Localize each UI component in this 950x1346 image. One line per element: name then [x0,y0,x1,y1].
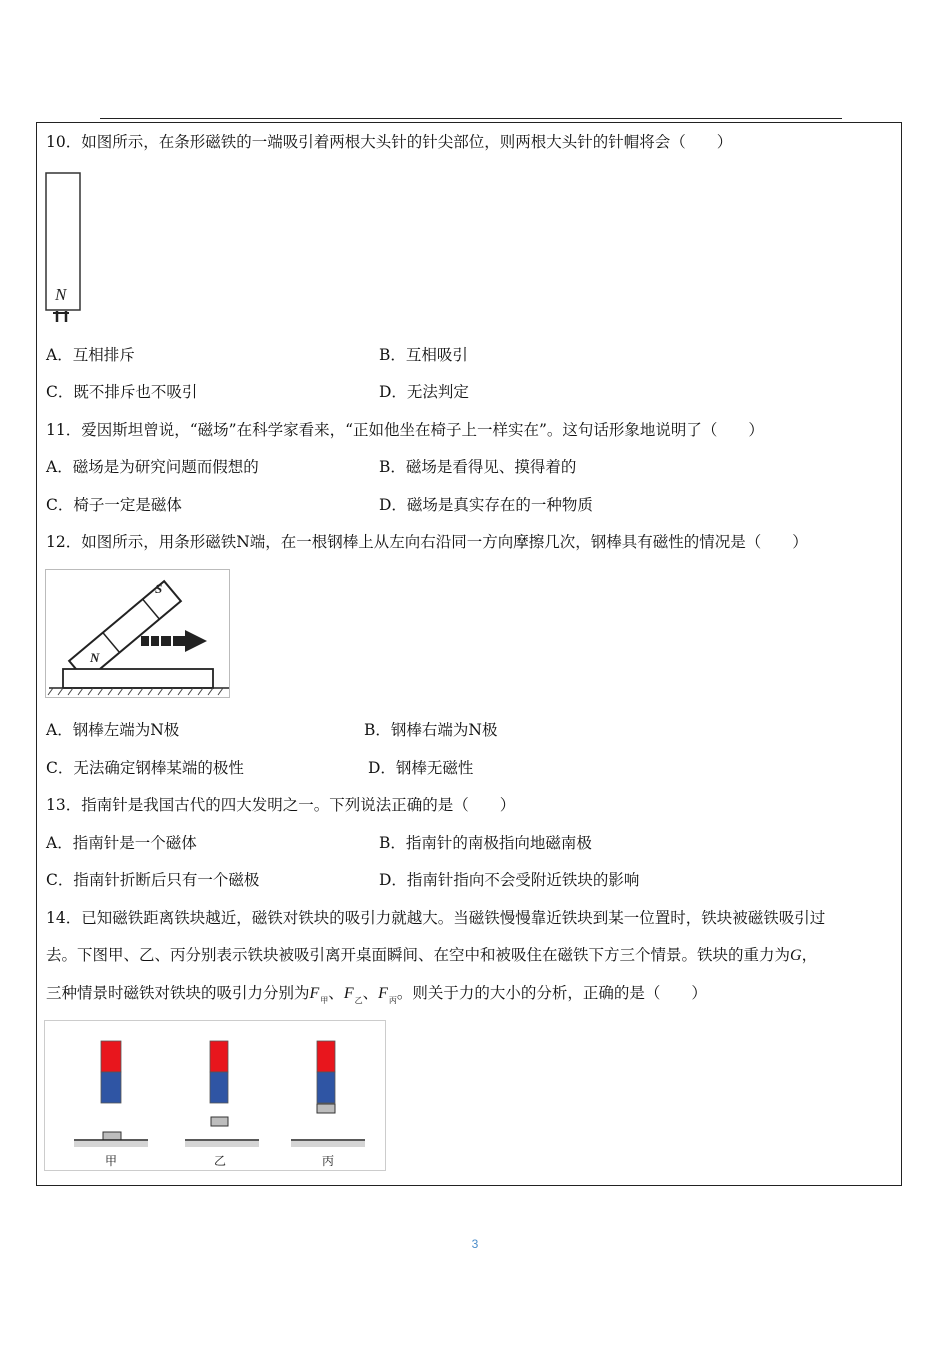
q12-stem: 12．如图所示，用条形磁铁N端，在一根钢棒上从左向右沿同一方向摩擦几次，钢棒具有磁性的情况是（ ） [46,533,808,551]
q11-option-c[interactable]: C．椅子一定是磁体 [46,496,182,514]
magnet-south-bing [317,1072,335,1103]
label-bing: 丙 [321,1154,335,1168]
q10-option-b[interactable]: B．互相吸引 [379,346,468,364]
q10-stem: 10．如图所示，在条形磁铁的一端吸引着两根大头针的针尖部位，则两根大头针的针帽将会（ ） [46,133,733,151]
q13-option-c[interactable]: C．指南针折断后只有一个磁极 [46,871,260,889]
q10-option-d[interactable]: D．无法判定 [379,383,469,401]
q12-option-a[interactable]: A．钢棒左端为N极 [46,721,180,739]
label-jia: 甲 [104,1154,118,1168]
q10-magnet-figure [44,172,84,324]
q13-option-d[interactable]: D．指南针指向不会受附近铁块的影响 [379,871,640,889]
magnet-north-jia [101,1041,121,1072]
q14-stem-line1: 14．已知磁铁距离铁块越近，磁铁对铁块的吸引力就越大。当磁铁慢慢靠近铁块到某一位置时，铁块被磁铁吸引过 [46,909,826,927]
q11-option-a[interactable]: A．磁场是为研究问题而假想的 [46,458,259,476]
q10-n-label: N [55,285,67,304]
q14-scenes-figure [44,1020,388,1172]
q14-stem-line2: 去。下图甲、乙、丙分别表示铁块被吸引离开桌面瞬间、在空中和被吸住在磁铁下方三个情景。铁块的重力为G， [46,946,818,964]
q10-option-a[interactable]: A．互相排斥 [46,346,135,364]
magnet-south-yi [210,1072,228,1103]
magnet-north-bing [317,1041,335,1072]
q12-option-c[interactable]: C．无法确定钢棒某端的极性 [46,759,244,777]
q11-option-b[interactable]: B．磁场是看得见、摸得着的 [379,458,577,476]
force-bing: F [378,985,388,1002]
q13-option-a[interactable]: A．指南针是一个磁体 [46,834,197,852]
q12-steel-rod [63,669,213,688]
gravity-symbol: G [790,947,802,964]
q10-option-c[interactable]: C．既不排斥也不吸引 [46,383,198,401]
q12-rubbing-figure [45,569,231,699]
q11-option-d[interactable]: D．磁场是真实存在的一种物质 [379,496,593,514]
magnet-north-yi [210,1041,228,1072]
force-yi: F [343,985,354,1002]
iron-block-jia [103,1132,121,1140]
q13-option-b[interactable]: B．指南针的南极指向地磁南极 [379,834,592,852]
q11-stem: 11．爱因斯坦曾说，“磁场”在科学家看来，“正如他坐在椅子上一样实在”。这句话形象地说明了（ ） [46,421,764,439]
magnet-south-jia [101,1072,121,1103]
label-yi: 乙 [213,1154,227,1168]
q13-stem: 13．指南针是我国古代的四大发明之一。下列说法正确的是（ ） [46,796,516,814]
page-number: 3 [471,1237,479,1251]
q12-option-d[interactable]: D．钢棒无磁性 [368,759,474,777]
q14-stem-line3: 三种情景时磁铁对铁块的吸引力分别为$F_甲$、$F_乙$、$F_丙$。则关于力的大小的分析，正确的是（ ） [46,984,707,1005]
force-jia: F [309,985,320,1002]
iron-block-bing [317,1104,335,1113]
header-rule [100,118,842,119]
q12-option-b[interactable]: B．钢棒右端为N极 [364,721,498,739]
q12-s-label: S [155,581,163,596]
q12-n-label: N [90,650,100,665]
iron-block-yi [211,1117,228,1126]
